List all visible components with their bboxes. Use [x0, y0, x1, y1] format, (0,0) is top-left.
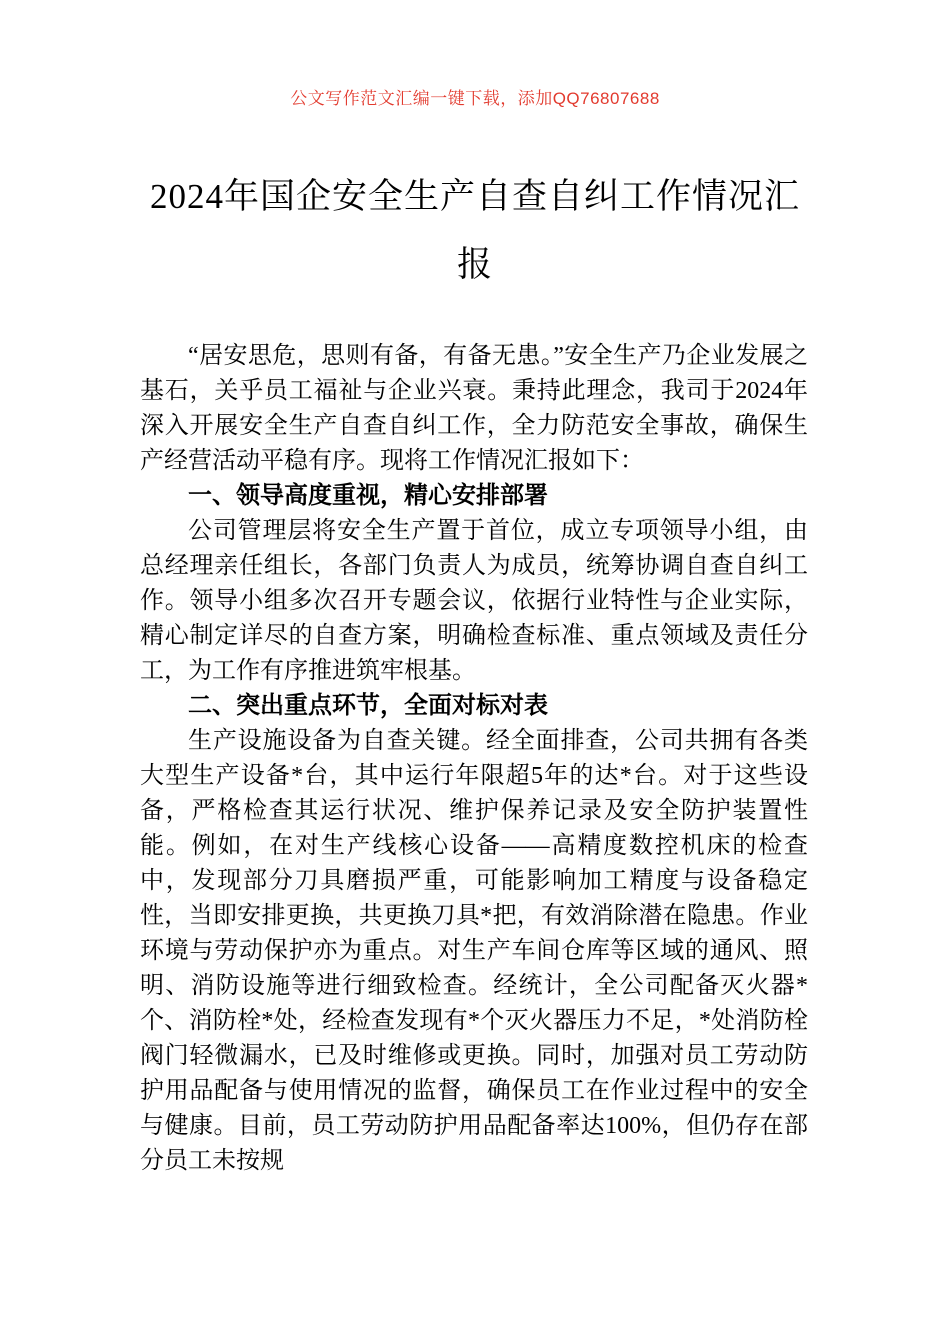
paragraph-section-1: 公司管理层将安全生产置于首位，成立专项领导小组，由总经理亲任组长，各部门负责人为成员，统筹协调自查自纠工作。领导小组多次召开专题会议，依据行业特性与企业实际，精心制定详尽的自查方案，明确检查标准、重点领域及责任分工，为工作有序推进筑牢根基。 [140, 518, 808, 684]
paragraph-section-2: 生产设施设备为自查关键。经全面排查，公司共拥有各类大型生产设备*台，其中运行年限超5年的达*台。对于这些设备，严格检查其运行状况、维护保养记录及安全防护装置性能。例如，在对生产线核心设备——高精度数控机床的检查中，发现部分刀具磨损严重，可能影响加工精度与设备稳定性，当即安排更换，共更换刀具*把，有效消除潜在隐患。作业环境与劳动保护亦为重点。对生产车间仓库等区域的通风、照明、消防设施等进行细致检查。经统计，全公司配备灭火器*个、消防栓*处，经检查发现有*个灭火器压力不足，*处消防栓阀门轻微漏水，已及时维修或更换。同时，加强对员工劳动防护用品配备与使用情况的监督，确保员工在作业过程中的安全与健康。目前，员工劳动防护用品配备率达100%，但仍存在部分员工未按规 [140, 728, 808, 1174]
document-body [140, 339, 808, 1179]
promo-header-text: 公文写作范文汇编一键下载，添加QQ76807688 [290, 89, 660, 108]
section-heading-1: 一、领导高度重视，精心安排部署 [188, 483, 548, 509]
page-title: 2024年国企安全生产自查自纠工作情况汇报 [149, 177, 800, 284]
section-heading-2: 二、突出重点环节，全面对标对表 [188, 693, 548, 719]
paragraph-intro: “居安思危，思则有备，有备无患。”安全生产乃企业发展之基石，关乎员工福祉与企业兴衰。秉持此理念，我司于2024年深入开展安全生产自查自纠工作，全力防范安全事故，确保生产经营活动平稳有序。现将工作情况汇报如下： [140, 343, 808, 474]
